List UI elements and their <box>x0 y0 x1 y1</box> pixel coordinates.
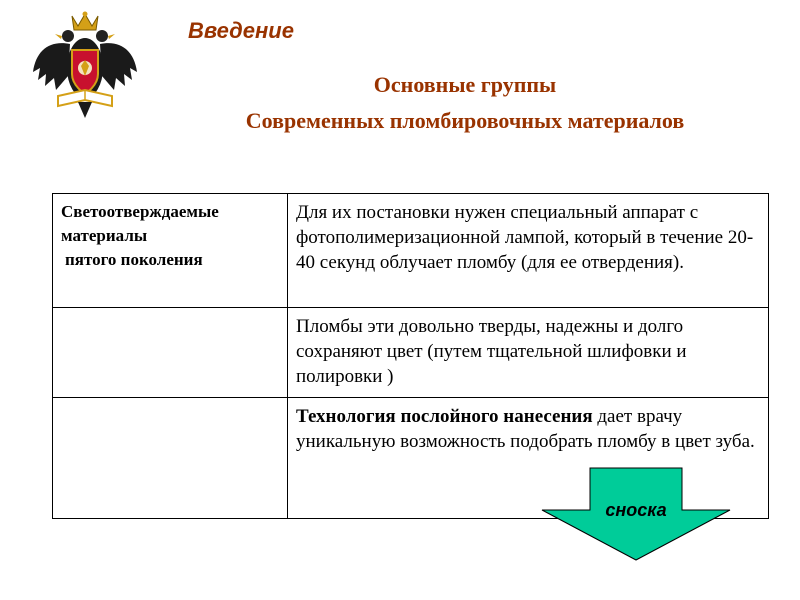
slide-heading-line1: Основные группы <box>373 72 557 97</box>
description-bold-text: Технология послойного нанесения <box>296 406 593 427</box>
footnote-arrow-button[interactable] <box>541 467 731 561</box>
category-cell <box>53 398 288 519</box>
category-cell <box>53 308 288 398</box>
section-title: Введение <box>188 18 294 43</box>
category-generation: пятого поколения <box>65 250 203 269</box>
description-text: дает врачу уникальную возможность подобрать пломбу в цвет зуба. <box>296 406 755 452</box>
table-row <box>53 194 769 308</box>
description-text: Для их постановки нужен специальный аппарат с фотополимеризационной лампой, который в течение 20-40 секунд облучает пломбу (для ее отвердения). <box>296 202 754 273</box>
description-cell <box>288 308 769 398</box>
description-cell <box>288 194 769 308</box>
slide-heading-line2: Современных пломбировочных материалов <box>245 108 685 133</box>
table-row <box>53 308 769 398</box>
category-cell <box>53 194 288 308</box>
double-headed-eagle-crest-icon <box>30 10 140 120</box>
footnote-label: сноска <box>605 500 667 520</box>
description-text: Пломбы эти довольно тверды, надежны и долго сохраняют цвет (путем тщательной шлифовки и полировки ) <box>296 316 687 387</box>
category-name: Светоотверждаемые материалы <box>61 202 219 245</box>
university-emblem <box>30 10 140 120</box>
